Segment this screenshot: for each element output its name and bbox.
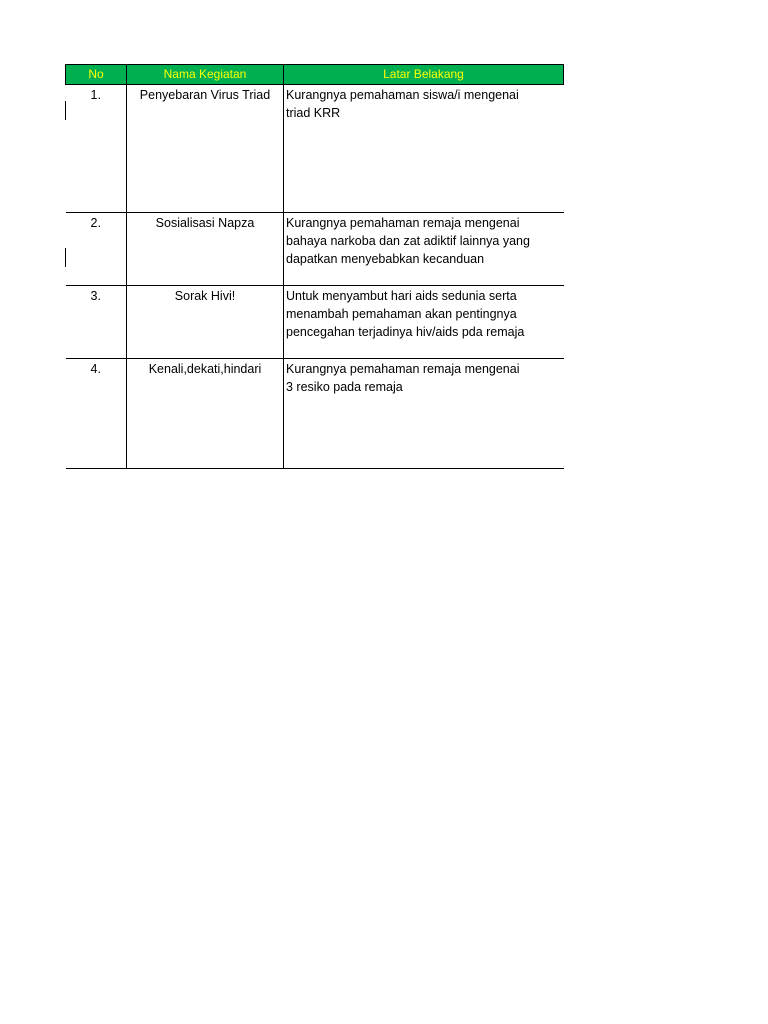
cell-latar-belakang[interactable] xyxy=(284,213,564,286)
activity-table-container xyxy=(65,64,563,469)
table-row xyxy=(66,286,564,359)
table-header-row xyxy=(66,65,564,85)
cell-no[interactable]: 3. xyxy=(66,286,127,359)
cell-text-line: menambah pemahaman akan pentingnya xyxy=(286,307,517,321)
cell-nama-kegiatan[interactable]: Sosialisasi Napza xyxy=(127,213,284,286)
cell-text-line: dapatkan menyebabkan kecanduan xyxy=(286,252,485,266)
text-cursor-mark xyxy=(65,248,66,267)
header-latar-belakang: Latar Belakang xyxy=(284,65,564,85)
cell-text-line: Kurangnya pemahaman remaja mengenai xyxy=(286,362,520,376)
cell-text-line: Kurangnya pemahaman remaja mengenai xyxy=(286,216,520,230)
header-nama-kegiatan: Nama Kegiatan xyxy=(127,65,284,85)
cell-nama-kegiatan[interactable]: Penyebaran Virus Triad xyxy=(127,85,284,213)
activity-table xyxy=(65,64,564,469)
cell-nama-kegiatan[interactable]: Kenali,dekati,hindari xyxy=(127,359,284,469)
cell-latar-belakang[interactable] xyxy=(284,85,564,213)
cell-latar-belakang[interactable] xyxy=(284,286,564,359)
cell-text-line: bahaya narkoba dan zat adiktif lainnya yang xyxy=(286,234,530,248)
table-row xyxy=(66,213,564,286)
cell-no[interactable]: 2. xyxy=(66,213,127,286)
cell-text-line: 3 resiko pada remaja xyxy=(286,380,403,394)
cell-nama-kegiatan[interactable]: Sorak Hivi! xyxy=(127,286,284,359)
cell-text-line: triad KRR xyxy=(286,106,341,120)
table-row xyxy=(66,85,564,213)
cell-text-line: Untuk menyambut hari aids sedunia serta xyxy=(286,289,517,303)
cell-latar-belakang[interactable] xyxy=(284,359,564,469)
cell-no[interactable]: 1. xyxy=(66,85,127,213)
table-row xyxy=(66,359,564,469)
header-no: No xyxy=(66,65,127,85)
text-cursor-mark xyxy=(65,101,66,120)
cell-no[interactable]: 4. xyxy=(66,359,127,469)
cell-text-line: Kurangnya pemahaman siswa/i mengenai xyxy=(286,88,519,102)
cell-text-line: pencegahan terjadinya hiv/aids pda remaja xyxy=(286,325,525,339)
